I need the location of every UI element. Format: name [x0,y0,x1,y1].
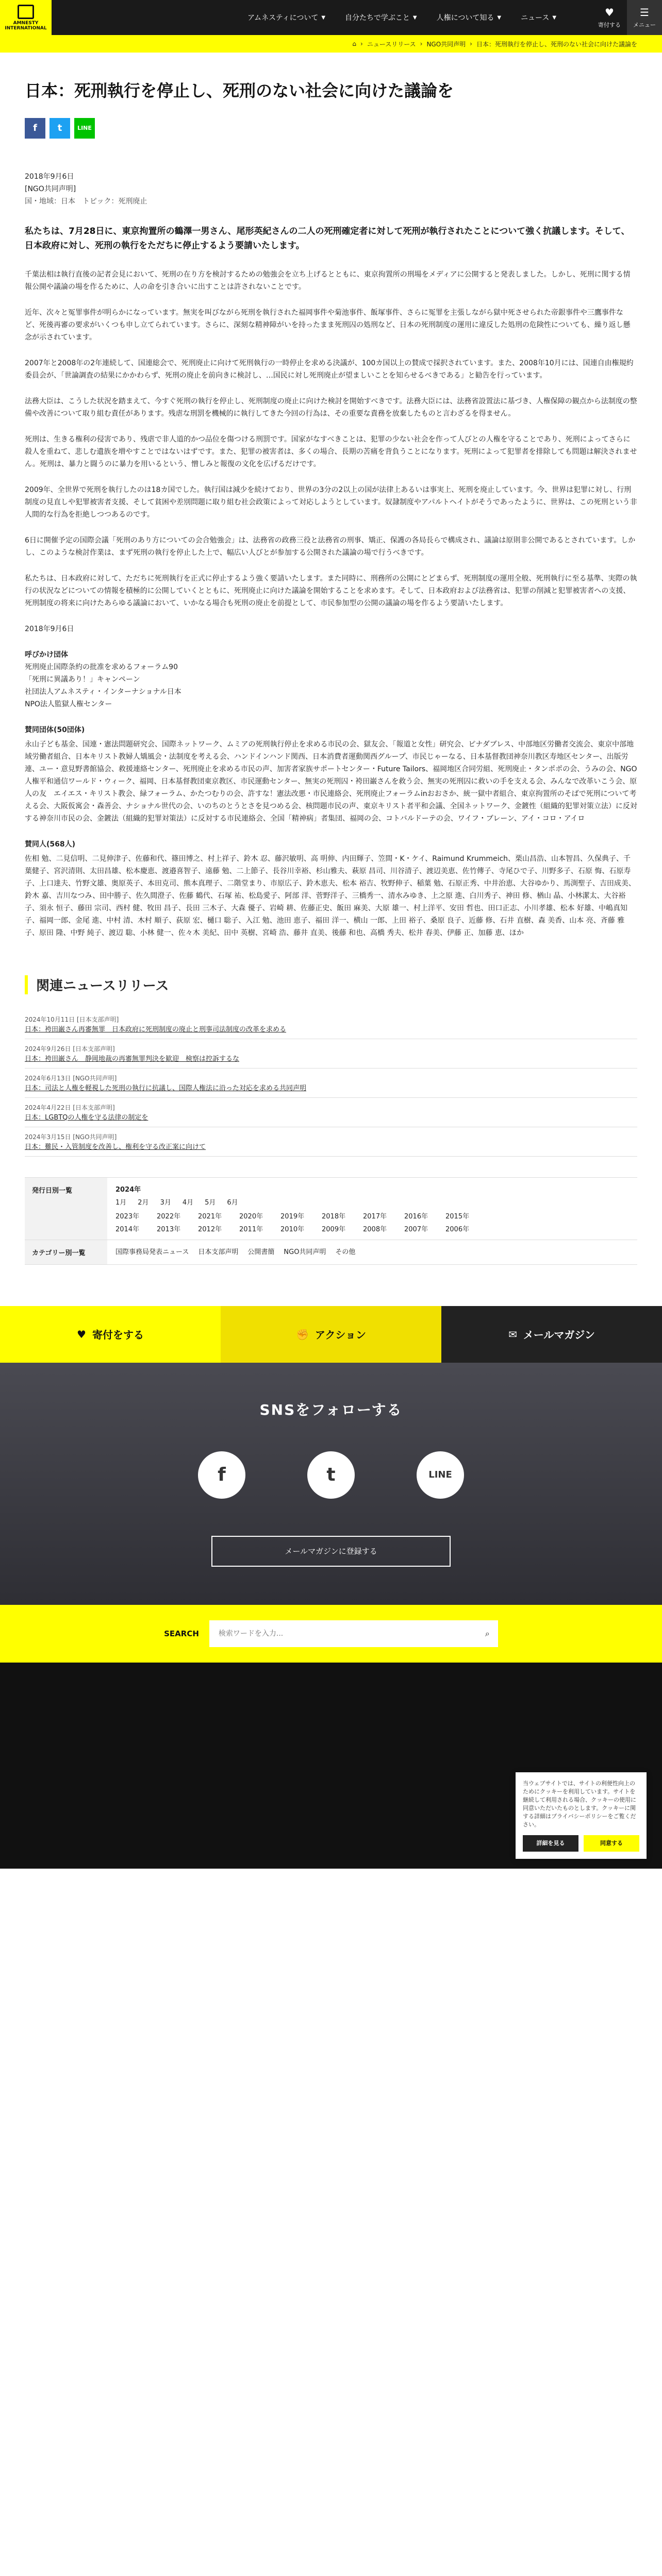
archive-current-year[interactable]: 2024年 [115,1185,141,1194]
archive-row-category [25,1240,637,1265]
archive-year-link[interactable]: 2006年 [445,1225,470,1233]
archive-month-link[interactable]: 3月 [160,1198,171,1207]
top-nav [247,12,556,23]
mail-icon: ✉ [508,1328,517,1341]
article-body [25,268,637,939]
article-paragraph: 私たちは、日本政府に対して、ただちに死刑執行を正式に停止するよう強く要請いたします。また同時に、刑務所の公開にとどまらず、死刑制度の運用全般、死刑執行に至る基準、実際の執行の状況などについての情報を積極的に公開していくとともに、死刑廃止に向けた議論を開始することを求めます。そして、日本政府および法務省は、犯罪の削減と犯罪被害者への支援、死刑制度の将来に向けたあらゆる議論において、いかなる場合も死刑の廃止を前提として、市民参加型の公開の議論の場を作るよう要請いたします。 [25,574,637,607]
archive-year-link[interactable]: 2019年 [280,1212,305,1221]
article-tags[interactable]: 国・地域：日本 トピック：死刑廃止 [25,197,147,206]
nav-item-learn[interactable]: 自分たちで学ぶこと ▼ [345,14,417,22]
archive-year-link[interactable]: 2007年 [404,1225,428,1233]
organization-item: NPO法人監獄人権センター [25,700,112,708]
search-icon[interactable]: ⌕ [485,1628,490,1638]
breadcrumb-item[interactable]: NGO共同声明 [426,40,466,48]
archive-year-link[interactable]: 2014年 [115,1225,140,1233]
search-box [209,1620,498,1647]
archive-year-link[interactable]: 2018年 [322,1212,346,1221]
archive-year-link[interactable]: 2015年 [445,1212,470,1221]
nav-item-about[interactable]: アムネスティについて ▼ [247,14,326,22]
search-bar [0,1605,662,1663]
archive-year-link[interactable]: 2022年 [157,1212,181,1221]
article-date: 2018年9月6日 [25,172,74,181]
chevron-down-icon: ▼ [497,14,502,21]
breadcrumb: ⌂ › ニュースリリース › NGO共同声明 › 日本：死刑執行を停止し、死刑のない社会に向けた議論を [0,35,662,53]
cookie-text: 当ウェブサイトでは、サイトの利便性向上のためにクッキーを利用しています。サイトを継続して利用される場合、クッキーの使用に同意いただいたものとします。クッキーに関する詳細はプライバシーポリシーをご覧ください。 [523,1780,636,1828]
donate-cta-button[interactable]: ♥ 寄付をする [0,1306,221,1363]
breadcrumb-home-icon[interactable]: ⌂ [352,40,356,47]
chevron-down-icon: ▼ [412,14,417,21]
newsletter-cta-button[interactable]: ✉ メールマガジン [441,1306,662,1363]
archive-date-label: 発行日別一覧 [25,1178,107,1240]
organizations-block [25,649,637,710]
gift-icon: ♥ [77,1328,86,1341]
archive-year-link[interactable]: 2023年 [115,1212,140,1221]
donate-button[interactable]: ♥ 寄付する [598,6,621,28]
archive-category-label: カテゴリー別一覧 [25,1240,107,1264]
article-meta [25,171,637,208]
action-cta-button[interactable]: ✊ アクション [221,1306,441,1363]
list-item[interactable]: 2024年4月22日 [日本支部声明] 日本：LGBTQの人権を守る法律の制定を [25,1098,637,1127]
list-item[interactable]: 2024年6月13日 [NGO共同声明] 日本：司法と人権を軽視した死刑の執行に抗議し、国際人権法に沿った対応を求める共同声明 [25,1069,637,1098]
category-link[interactable]: 日本支部声明 [198,1248,239,1256]
amnesty-logo[interactable] [0,0,52,35]
archive-year-link[interactable]: 2011年 [239,1225,263,1233]
archive-year-link[interactable]: 2012年 [198,1225,222,1233]
related-title: 関連ニュースリリース [25,975,637,994]
archive-month-link[interactable]: 6月 [227,1198,238,1207]
header-actions [592,0,662,35]
archive-row-date [25,1178,637,1240]
article-category[interactable]: [NGO共同声明] [25,184,76,193]
article-signed-date: 2018年9月6日 [25,624,74,633]
archive-categories [107,1240,637,1264]
article-paragraph: 6日に開催予定の国際会議「死刑のあり方についての会合勉強会」は、法務省の政務三役と法務省の刑事、矯正、保護の各局長らで構成され、議論は原則非公開であるとされています。しかし、このような検討作業は、まず死刑の執行を停止した上で、幅広い人びとが参加する公開された議論の場で行うべきです。 [25,536,636,557]
facebook-share-button[interactable]: f [25,118,45,139]
chevron-down-icon: ▼ [552,14,557,21]
site-header [0,0,662,35]
article-paragraph: 千葉法相は執行直後の記者会見において、死刑の在り方を検討するための勉強会を立ち上げるとともに、東京拘置所の刑場をメディアに公開すると発表しました。しかし、死刑に関する情報公開や議論の場を作るために、人の命を引き合いに出すことは許されないことです。 [25,270,631,291]
sns-section [0,1363,662,1605]
article-main [0,79,662,1265]
organization-item: 「死刑に異議あり！」キャンペーン [25,675,140,684]
category-link[interactable]: その他 [335,1248,356,1256]
nav-item-news[interactable]: ニュース ▼ [521,14,557,22]
archive-year-link[interactable]: 2013年 [157,1225,181,1233]
logo-text: AMNESTY INTERNATIONAL [5,20,47,31]
share-buttons [25,118,637,139]
twitter-share-button[interactable]: t [49,118,70,139]
menu-icon: ☰ [640,6,649,19]
article-paragraph: 2007年と2008年の2年連続して、国連総会で、死刑廃止に向けて死刑執行の一時停止を求める決議が、100カ国以上の賛成で採択されています。また、2008年10月には、国連自由権規約委員会が、「世論調査の結果にかかわらず、死刑の廃止を前向きに検討し、…国民に対し死刑廃止が望ましいことを知らせるべきである」と勧告を行っています。 [25,359,634,380]
megaphone-icon: ✊ [296,1328,309,1341]
archive-table [25,1177,637,1265]
archive-year-link[interactable]: 2016年 [404,1212,428,1221]
groups-title: 賛同団体(50団体) [25,725,85,734]
cookie-details-button[interactable]: 詳細を見る [523,1835,578,1852]
list-item[interactable]: 2024年3月15日 [NGO共同声明] 日本：難民・入管制度を改善し、権利を守る改正案に向けて [25,1127,637,1157]
page-title: 日本：死刑執行を停止し、死刑のない社会に向けた議論を [25,81,454,100]
archive-year-link[interactable]: 2020年 [239,1212,263,1221]
organizations-title: 呼びかけ団体 [25,650,68,659]
archive-month-link[interactable]: 1月 [115,1198,127,1207]
facebook-icon[interactable]: f [198,1451,245,1499]
cookie-buttons [523,1835,639,1852]
article-paragraph: 2009年、全世界で死刑を執行したのは18カ国でした。執行国は減少を続けており、世界の3分の2以上の国が法律上あるいは事実上、死刑を廃止しています。今、世界は犯罪に対し、行刑制度の見直しや犯罪被害者支援、そして貧困や差別問題に取り組む社会政策によって対応しようとしています。奴隷制度やアパルトヘイトがそうであったように、世界は、この死刑という非人間的な行為を拒絶しつつあるのです。 [25,485,637,519]
signers-title: 賛同人(568人) [25,840,76,849]
archive-year-link[interactable]: 2008年 [363,1225,387,1233]
article-paragraph: 法務大臣は、こうした状況を踏まえて、今すぐ死刑の執行を停止し、死刑制度の廃止に向けた検討を開始すべきです。法務大臣には、法務省設置法に基づき、人権保障の観点から法制度の整備や改善について取り組む責任があります。残虐な刑罰を機械的に執行してきた今回の行為は、その重要な責務を放棄したものと言わざるを得ません。 [25,397,637,418]
newsletter-signup-button[interactable]: メールマガジンに登録する [211,1536,451,1567]
archive-year-link[interactable]: 2010年 [280,1225,305,1233]
archive-months [115,1197,629,1207]
groups-list: 永山子ども基金、国連・憲法問題研究会、国際ネットワーク、ムミアの死刑執行停止を求める市民の会、獄友会、「報道と女性」研究会、ピナダブレス、中部地区労働者交流会、東京中部地域労働者組合、日本キリスト教婦人矯風会・法制度を考える会、ハンドインハンド関西、日本消費者運動関西グループ、市民じゃーなる、日本基督教団神奈川教区寿地区センター、出版労連、ユー・意見野書館協会、救援連絡センター、死刑廃止を求める市民の声、加害者家族サポートセンター・Future Tailors、福岡地区合同労組、死刑廃止・タンポポの会、うみの会、NGO人権平和通信ワールド・ウィーク、福岡、日本基督教団東京教区、市民運動センター、無実の死刑囚・袴田巌さんを救う会、無実の死刑囚に救いの手を支える会、みんなで改革いこう会、原人の友 エイエス・キリスト教会、緑フォーラム、かたつむりの会、許すな！憲法改悪・市民連絡会、死刑廃止フォーラムinおおさか、統一獄中者組合、東京拘置所のそばで死刑について考える会、大阪仮寓会・森善会、ナショナル世代の会、いのちのとうとさを見つめる会、核問題市民の声、東京キリスト者平和会議、全国ネットワーク、金鍍性（組織的犯罪対策立法）に反対する神奈川市民の会、金鍍法（組織的犯罪対策法）に反対する市民連絡会、全国「精神病」者集団、福岡の会、コトバルドーテの会、ワイフ・ブレーン、アイ・コロ・アイロ [25,740,637,823]
heart-icon: ♥ [605,6,614,19]
related-list [25,1010,637,1157]
organization-item: 死刑廃止国際条約の批准を求めるフォーラム90 [25,663,178,671]
list-item[interactable]: 2024年10月11日 [日本支部声明] 日本：袴田巌さん再審無罪 日本政府に死刑制度の廃止と刑事司法制度の改革を求める [25,1010,637,1039]
sns-title: SNSをフォローする [259,1401,403,1418]
line-icon[interactable]: LINE [417,1451,464,1499]
category-link[interactable]: NGO共同声明 [284,1248,326,1256]
sns-icons [198,1451,464,1499]
archive-year-link[interactable]: 2021年 [198,1212,222,1221]
menu-button[interactable]: ☰ メニュー [627,0,662,35]
breadcrumb-current: 日本：死刑執行を停止し、死刑のない社会に向けた議論を [476,40,637,48]
cta-bar [0,1306,662,1363]
article-paragraph: 近年、次々と冤罪事件が明らかになっています。無実を叫びながら死刑を執行された福岡事件や菊池事件、飯塚事件、さらに冤罪を主張しながら獄中死させられた帝銀事件や三鷹事件など、死後再審の要求がいくつも申し立てられています。さらに、深刻な精神障がいを持ったまま死刑囚の処刑など、日本の死刑制度の運用に違反した処刑の危険性についても、繰り返し懸念が示されています。 [25,308,631,342]
article-lead: 私たちは、7月28日に、東京拘置所の鶴澤一男さん、尾形英紀さんの二人の死刑確定者に対して死刑が執行されたことについて強く抗議します。そして、日本政府に対し、死刑の執行をただちに停止するよう要請いたします。 [25,226,630,251]
category-link[interactable]: 国際事務局発表ニュース [115,1248,189,1256]
cookie-banner [516,1772,647,1859]
archive-month-link[interactable]: 4月 [182,1198,194,1207]
category-link[interactable]: 公開書簡 [247,1248,275,1256]
archive-year-link[interactable]: 2009年 [322,1225,346,1233]
signers-list: 佐相 勉、二見信明、二見伸津子、佐藤和代、篠田博之、村上祥子、鈴木 忍、藤沢敏明、高 明伸、内田輝子、笠間・K・ケイ、Raimund Krummeich、栗山昌浩、山本智昌、久保典子、千葉健子、宮沢清則、太田昌雄、松本慶恵、渡邉喜智子、遠藤 勉、二上節子、長谷川幸裕、杉山雅夫、萩原 昌司、川谷清子、渡辺美恵、佐竹傳子、寺尾ひで子、川野多子、石原 悔、石原寿子、上口達夫、竹野文雄、奥原英子、本田克司、熊本真理子、二階堂まり、市原広子、鈴木恵夫、松本 裕吉、牧野伸子、稲葉 勉、石原正秀、中井治恵、大谷ゆかり、馬渕聖子、吉田成美、鈴木 嘉、吉川なつみ、田中勝子、佐久間澄子、佐藤 鶴代、石塚 祐、松島愛子、阿部 洋、菅野洋子、三橋秀一、清水みゆき、上之原 進、白川秀子、神田 修、楢山 晶、小林潔太、大谷裕子、須永 恒子、藤田 宗司、西村 健、牧田 昌子、長田 三木子、大森 優子、岩崎 耕、佐藤正史、飯田 麻美、大原 雄一、村上洋平、安田 哲也、田口正志、小川孝雄、松本 好雄、中嶋真知子、福岡一郎、金尾 進、中村 清、木村 順子、荻原 宏、樋口 聡子、入江 勉、池田 恵子、福田 洋一、横山 一郎、上田 裕子、桑原 良子、近藤 修、石井 直樹、森 美香、山本 亮、斉藤 雅子、原田 隆、中野 純子、渡辺 聡、小林 健一、佐々木 美紀、田中 英樹、宮崎 浩、藤井 直美、後藤 和也、高橋 秀夫、松井 春美、伊藤 正、加藤 恵、ほか [25,854,636,937]
archive-month-link[interactable]: 5月 [205,1198,216,1207]
nav-item-human-rights[interactable]: 人権について知る ▼ [436,14,502,22]
archive-years [115,1211,629,1233]
search-label: SEARCH [164,1629,199,1638]
breadcrumb-item[interactable]: ニュースリリース [367,40,416,48]
archive-month-link[interactable]: 2月 [138,1198,149,1207]
cookie-accept-button[interactable]: 同意する [584,1835,639,1852]
article-paragraph: 死刑は、生きる権利の侵害であり、残虐で非人道的かつ品位を傷つける刑罰です。国家がなすべきことは、犯罪の少ない社会を作って人びとの人権を守ることであり、死刑によってさらに殺人を重ねて、悲しむ遺族を増やすことではないはずです。また、犯罪の被害者は、多くの場合、長期の苦痛を背負うことになります。死刑によって犯罪者を排除しても問題は解決されません。死刑は、暴力と闘うのに暴力を用いるという、憎しみと報復の文化を広げるだけです。 [25,435,637,468]
twitter-icon[interactable]: t [307,1451,355,1499]
organization-item: 社団法人アムネスティ・インターナショナル日本 [25,687,181,696]
search-input[interactable] [218,1629,467,1638]
line-share-button[interactable]: LINE [74,118,95,139]
archive-year-link[interactable]: 2017年 [363,1212,387,1221]
candle-icon [18,5,34,19]
chevron-down-icon: ▼ [321,14,326,21]
list-item[interactable]: 2024年9月26日 [日本支部声明] 日本：袴田巌さん 静岡地裁の再審無罪判決を歓迎 検察は控訴するな [25,1039,637,1069]
